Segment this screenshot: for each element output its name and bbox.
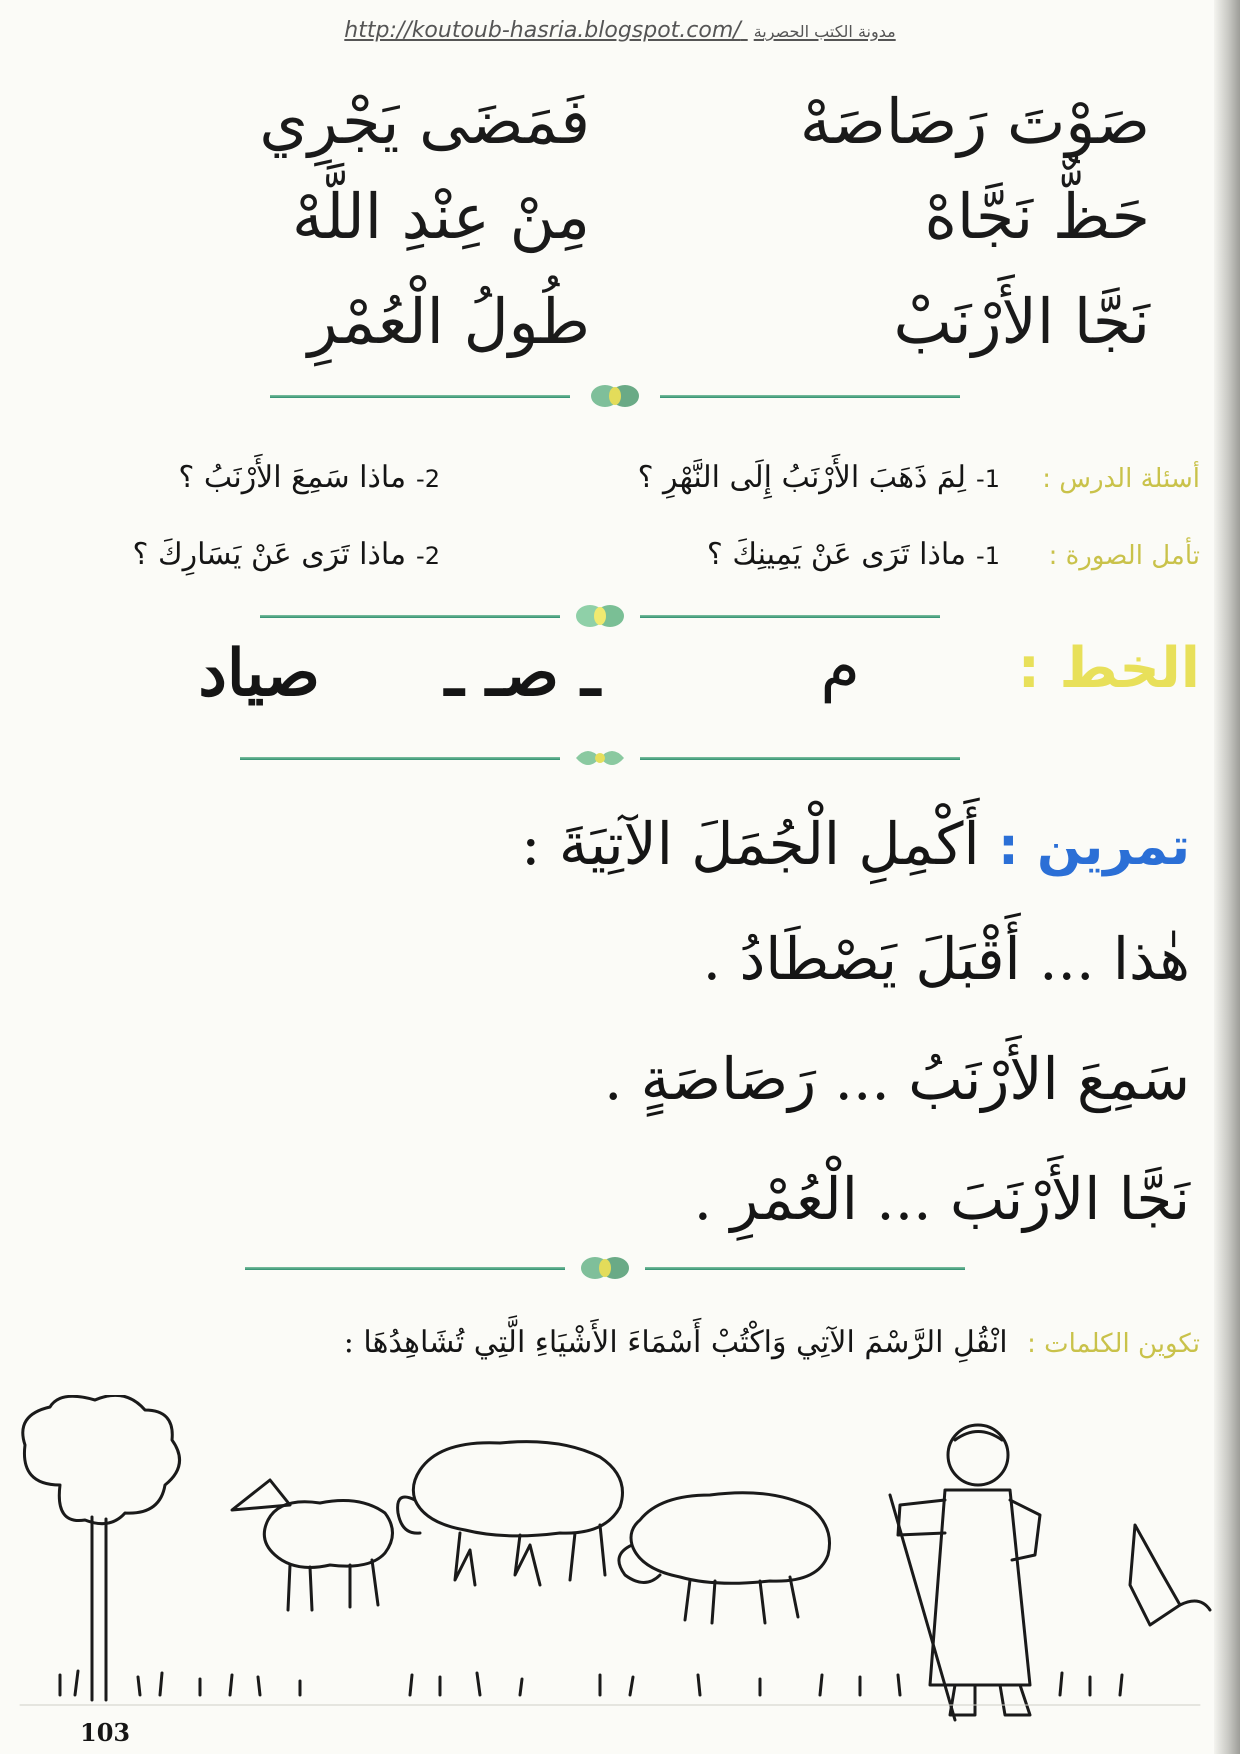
exercise-heading [200, 810, 1190, 878]
floral-ornament-icon [577, 1252, 633, 1284]
picture-questions-row [40, 537, 1200, 597]
blog-name: مدونة الكتب الحصرية [753, 22, 896, 41]
poem-line-3 [120, 285, 1150, 385]
floral-ornament-icon [572, 600, 628, 632]
vocab-label: تكوين الكلمات : [1027, 1329, 1200, 1359]
blog-url[interactable]: http://koutoub-hasria.blogspot.com/ [344, 18, 741, 43]
picture-question-2: 2-ماذا تَرَى عَنْ يَسَارِكَ ؟ [132, 537, 440, 572]
exercise-label: تمرين : [998, 817, 1190, 877]
poem-line-1-first: صَوْتَ رَصَاصَهْ [799, 85, 1150, 158]
divider-ornament-2 [260, 598, 940, 634]
exercise-sentence-3: نَجَّا الأَرْنَبَ ... الْعُمْرِ . [693, 1165, 1190, 1233]
exercise-sentence-2: سَمِعَ الأَرْنَبُ ... رَصَاصَةٍ . [603, 1045, 1190, 1113]
page-number: 103 [80, 1718, 131, 1747]
lesson-questions-row [40, 460, 1200, 520]
picture-question-1: 1-ماذا تَرَى عَنْ يَمِينِكَ ؟ [706, 537, 1000, 572]
book-spine [1214, 0, 1240, 1754]
handwriting-word: صياد [198, 636, 320, 711]
poem-line-1 [120, 85, 1150, 185]
poem-line-2 [120, 180, 1150, 280]
vocab-instruction: انْقُلِ الرَّسْمَ الآتِي وَاكْتُبْ أَسْمَاءَ الأَشْيَاءِ الَّتِي تُشَاهِدُهَا : [343, 1325, 1008, 1360]
exercise-sentence-1: هٰذا ... أَقْبَلَ يَصْطَادُ . [702, 925, 1190, 993]
divider-ornament-1 [270, 378, 960, 414]
lesson-questions-label: أسئلة الدرس : [1042, 464, 1200, 494]
handwriting-letter-a: م [820, 630, 860, 704]
floral-ornament-icon [572, 742, 628, 774]
poem-line-2-first: حَظٌّ نَجَّاهْ [924, 180, 1150, 253]
handwriting-row [40, 630, 1200, 720]
lesson-question-1: 1-لِمَ ذَهَبَ الأَرْنَبُ إِلَى النَّهْرِ ؟ [637, 460, 1000, 495]
picture-questions-label: تأمل الصورة : [1048, 541, 1200, 571]
poem-line-3-second: طُولُ الْعُمْرِ [307, 285, 590, 358]
handwriting-label: الخط : [1017, 636, 1200, 701]
vocab-row [30, 1325, 1200, 1385]
handwriting-letter-b: ـ صـ ـ [444, 636, 600, 711]
poem-line-2-second: مِنْ عِنْدِ اللَّهْ [292, 180, 590, 253]
floral-ornament-icon [587, 380, 643, 412]
blog-watermark [280, 18, 960, 43]
divider-ornament-3 [240, 740, 960, 776]
lesson-question-2: 2-ماذا سَمِعَ الأَرْنَبُ ؟ [178, 460, 440, 495]
poem-line-1-second: فَمَضَى يَجْرِي [259, 85, 590, 158]
poem-line-3-first: نَجَّا الأَرْنَبْ [893, 285, 1150, 358]
exercise-instruction: أَكْمِلِ الْجُمَلَ الآتِيَةَ : [520, 810, 980, 878]
shepherd-sheep-tree-icon [0, 1395, 1214, 1725]
divider-ornament-4 [245, 1250, 965, 1286]
